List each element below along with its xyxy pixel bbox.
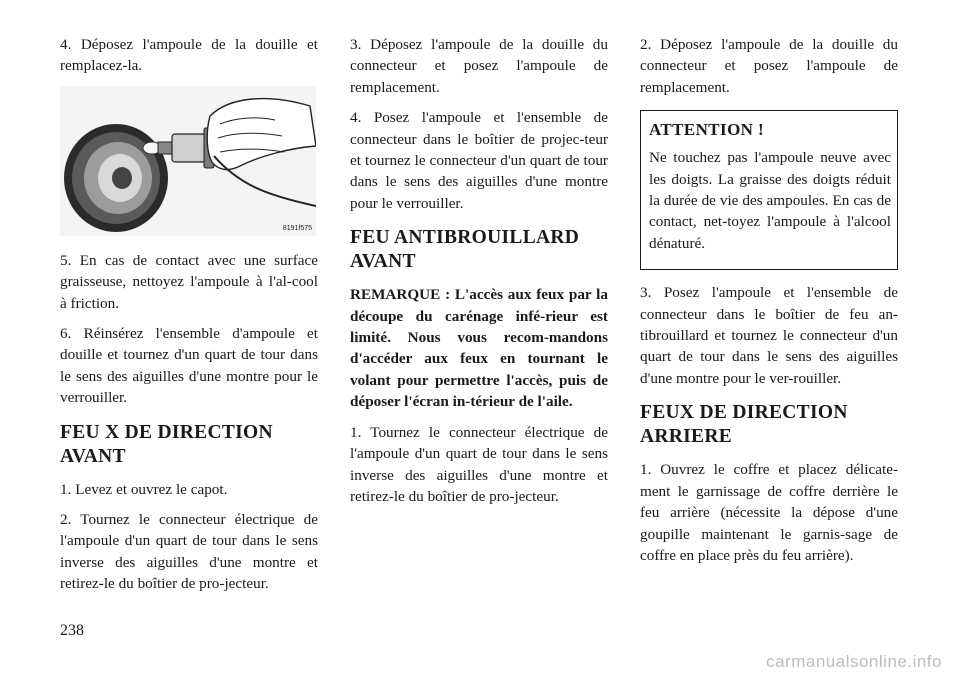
step6-paragraph: 6. Réinsérez l'ensemble d'ampoule et douille et tournez d'un quart de tour dans le sens des aiguilles d'une montre pour le verrouiller. [60,325,318,407]
hand-bulb-socket-drawing [60,86,316,236]
figure-code: 8191f575 [282,224,312,232]
bulb-replacement-illustration [60,86,316,236]
step3-paragraph: 3. Posez l'ampoule et l'ensemble de connecteur dans le boîtier de feu an-tibrouillard et tournez le connecteur d'un quart de tour dans le sens des aiguilles d'une montre pour le ver-rouiller. [640,284,898,387]
note-paragraph: REMARQUE : L'accès aux feux par la découpe du carénage infé-rieur est limité. Nous vous recom-mandons d'accéder aux feux en tournant le volant pour permettre l'accès, puis de déposer l'écran in-térieur de l'aile. [350,286,608,411]
fog-step1-paragraph: 1. Tournez le connecteur électrique de l'ampoule d'un quart de tour dans le sens inverse des aiguilles d'une montre et retirez-le du boîtier de pro-jecteur. [350,423,608,505]
front-step2-paragraph: 2. Tournez le connecteur électrique de l'ampoule d'un quart de tour dans le sens inverse des aiguilles d'une montre et retirez-le du boîtier de pro-jecteur. [60,511,318,593]
attention-box [640,110,898,270]
column-left [60,34,318,604]
heading-front-turn-signals: FEU X DE DIRECTION AVANT [60,421,273,467]
attention-text: Ne touchez pas l'ampoule neuve avec les doigts. La graisse des doigts réduit la durée de vie des ampoules. En cas de contact, net-toyez l'ampoule à l'alcool dénaturé. [649,149,891,252]
heading-front-fog-lamp: FEU ANTIBROUILLARD AVANT [350,227,580,273]
heading-rear-turn-signals: FEUX DE DIRECTION ARRIERE [640,402,848,448]
step4-paragraph: 4. Posez l'ampoule et l'ensemble de connecteur dans le boîtier de projec-teur et tournez le connecteur d'un quart de tour dans le sens des aiguilles d'une montre pour le verrouiller. [350,109,608,212]
watermark: carmanualsonline.info [766,652,942,671]
column-right [640,34,898,575]
attention-title: ATTENTION ! [649,120,765,140]
front-step1-paragraph: 1. Levez et ouvrez le capot. [60,480,228,498]
page-number: 238 [60,622,84,639]
step5-paragraph: 5. En cas de contact avec une surface graisseuse, nettoyez l'ampoule à l'al-cool à friction. [60,251,318,312]
step3-paragraph: 3. Déposez l'ampoule de la douille du connecteur et posez l'ampoule de remplacement. [350,36,608,96]
rear-step1-paragraph: 1. Ouvrez le coffre et placez délicate-ment le garnissage de coffre derrière le feu arrière (nécessite la dépose d'une goupille maintenant le garnis-sage de coffre en place près du feu arrière). [640,461,898,564]
step2-paragraph: 2. Déposez l'ampoule de la douille du connecteur et posez l'ampoule de remplacement. [640,36,898,96]
column-middle [350,34,608,516]
step4-paragraph: 4. Déposez l'ampoule de la douille et remplacez-la. [60,36,318,75]
